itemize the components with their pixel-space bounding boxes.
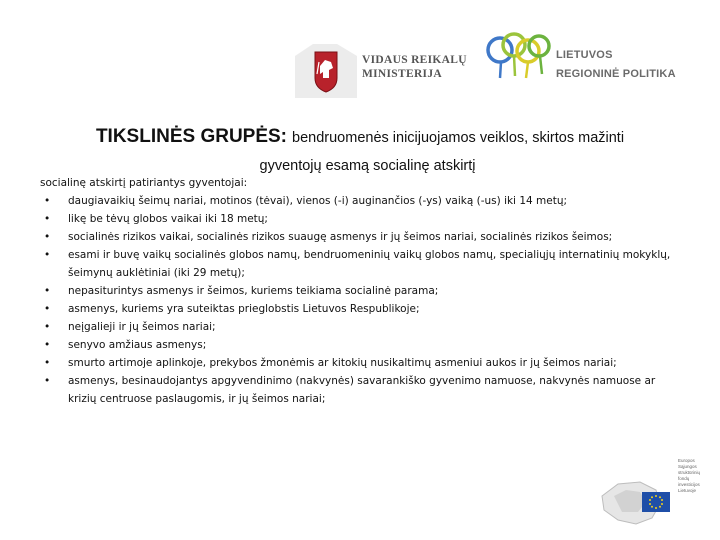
target-groups-list: [40, 192, 680, 408]
list-item: [40, 192, 680, 210]
regional-policy-line1: LIETUVOS: [556, 49, 613, 61]
title-rest: bendruomenės inicijuojamos veiklos, skirtos mažinti: [292, 130, 625, 146]
eu-funds-line: Europos: [678, 458, 695, 463]
list-item: [40, 354, 680, 372]
list-item-text: socialinės rizikos vaikai, socialinės rizikos suaugę asmenys ir jų šeimos nariai, socialinės rizikos šeimos;: [68, 231, 613, 243]
bullet: •: [44, 285, 51, 297]
slide-title: [0, 124, 720, 178]
list-item: [40, 228, 680, 246]
regional-policy-trees-logo: [484, 32, 554, 82]
ministry-coat-of-arms-logo: [293, 42, 359, 100]
bullet: •: [44, 321, 51, 333]
target-groups-content: [40, 174, 680, 408]
list-item: [40, 318, 680, 336]
bullet: •: [44, 357, 51, 369]
ministry-name-line2: MINISTERIJA: [362, 68, 442, 80]
bullet: •: [44, 339, 51, 351]
bullet: •: [44, 375, 51, 387]
eu-funds-text: [678, 458, 720, 494]
bullet: •: [44, 231, 51, 243]
eu-funds-line: Lietuvoje: [678, 488, 697, 493]
list-item: [40, 300, 680, 318]
list-item-text: neįgalieji ir jų šeimos nariai;: [68, 321, 216, 333]
bullet: •: [44, 195, 51, 207]
list-item-text: senyvo amžiaus asmenys;: [68, 339, 207, 351]
intro-text: socialinę atskirtį patiriantys gyventojai:: [40, 177, 248, 189]
eu-funds-line: fondų: [678, 476, 690, 481]
regional-policy-name: [556, 46, 676, 84]
eu-funds-line: Sąjungos: [678, 464, 697, 469]
bullet: •: [44, 213, 51, 225]
title-main: TIKSLINĖS GRUPĖS:: [95, 126, 288, 147]
list-item: [40, 336, 680, 354]
list-item-text: daugiavaikių šeimų nariai, motinos (tėvai), vienos (-i) auginančios (-ys) vaiką (-us) iki 14 metų;: [68, 195, 568, 207]
eu-funds-line: investicijos: [678, 482, 700, 487]
list-item-text: nepasiturintys asmenys ir šeimos, kuriems teikiama socialinė parama;: [68, 285, 439, 297]
list-item-text: asmenys, kuriems yra suteiktas prieglobstis Lietuvos Respublikoje;: [68, 303, 420, 315]
list-item: [40, 246, 680, 282]
eu-funds-line: struktūrinių: [678, 470, 701, 475]
bullet: •: [44, 303, 51, 315]
list-item: [40, 372, 680, 408]
ministry-name-line1: VIDAUS REIKALŲ: [362, 54, 467, 66]
list-item-text: likę be tėvų globos vaikai iki 18 metų;: [68, 213, 268, 225]
title-line2: gyventojų esamą socialinę atskirtį: [259, 158, 476, 174]
list-item-text: esami ir buvę vaikų socialinės globos namų, bendruomeninių vaikų globos namų, specialiųjų internatinių mokyklų, šeimynų auklėtiniai (iki 29 metų);: [68, 249, 671, 279]
regional-policy-line2: REGIONINĖ POLITIKA: [556, 68, 676, 80]
bullet: •: [44, 249, 51, 261]
ministry-name: [362, 53, 467, 81]
list-item: [40, 210, 680, 228]
list-item-text: asmenys, besinaudojantys apgyvendinimo (nakvynės) savarankiško gyvenimo namuose, nakvynės namuose ar krizių centruose paslaugomis, ir jų šeimos nariai;: [68, 375, 656, 405]
list-item: [40, 282, 680, 300]
list-item-text: smurto artimoje aplinkoje, prekybos žmonėmis ar kitokių nusikaltimų asmeniui aukos ir jų šeimos nariai;: [68, 357, 617, 369]
